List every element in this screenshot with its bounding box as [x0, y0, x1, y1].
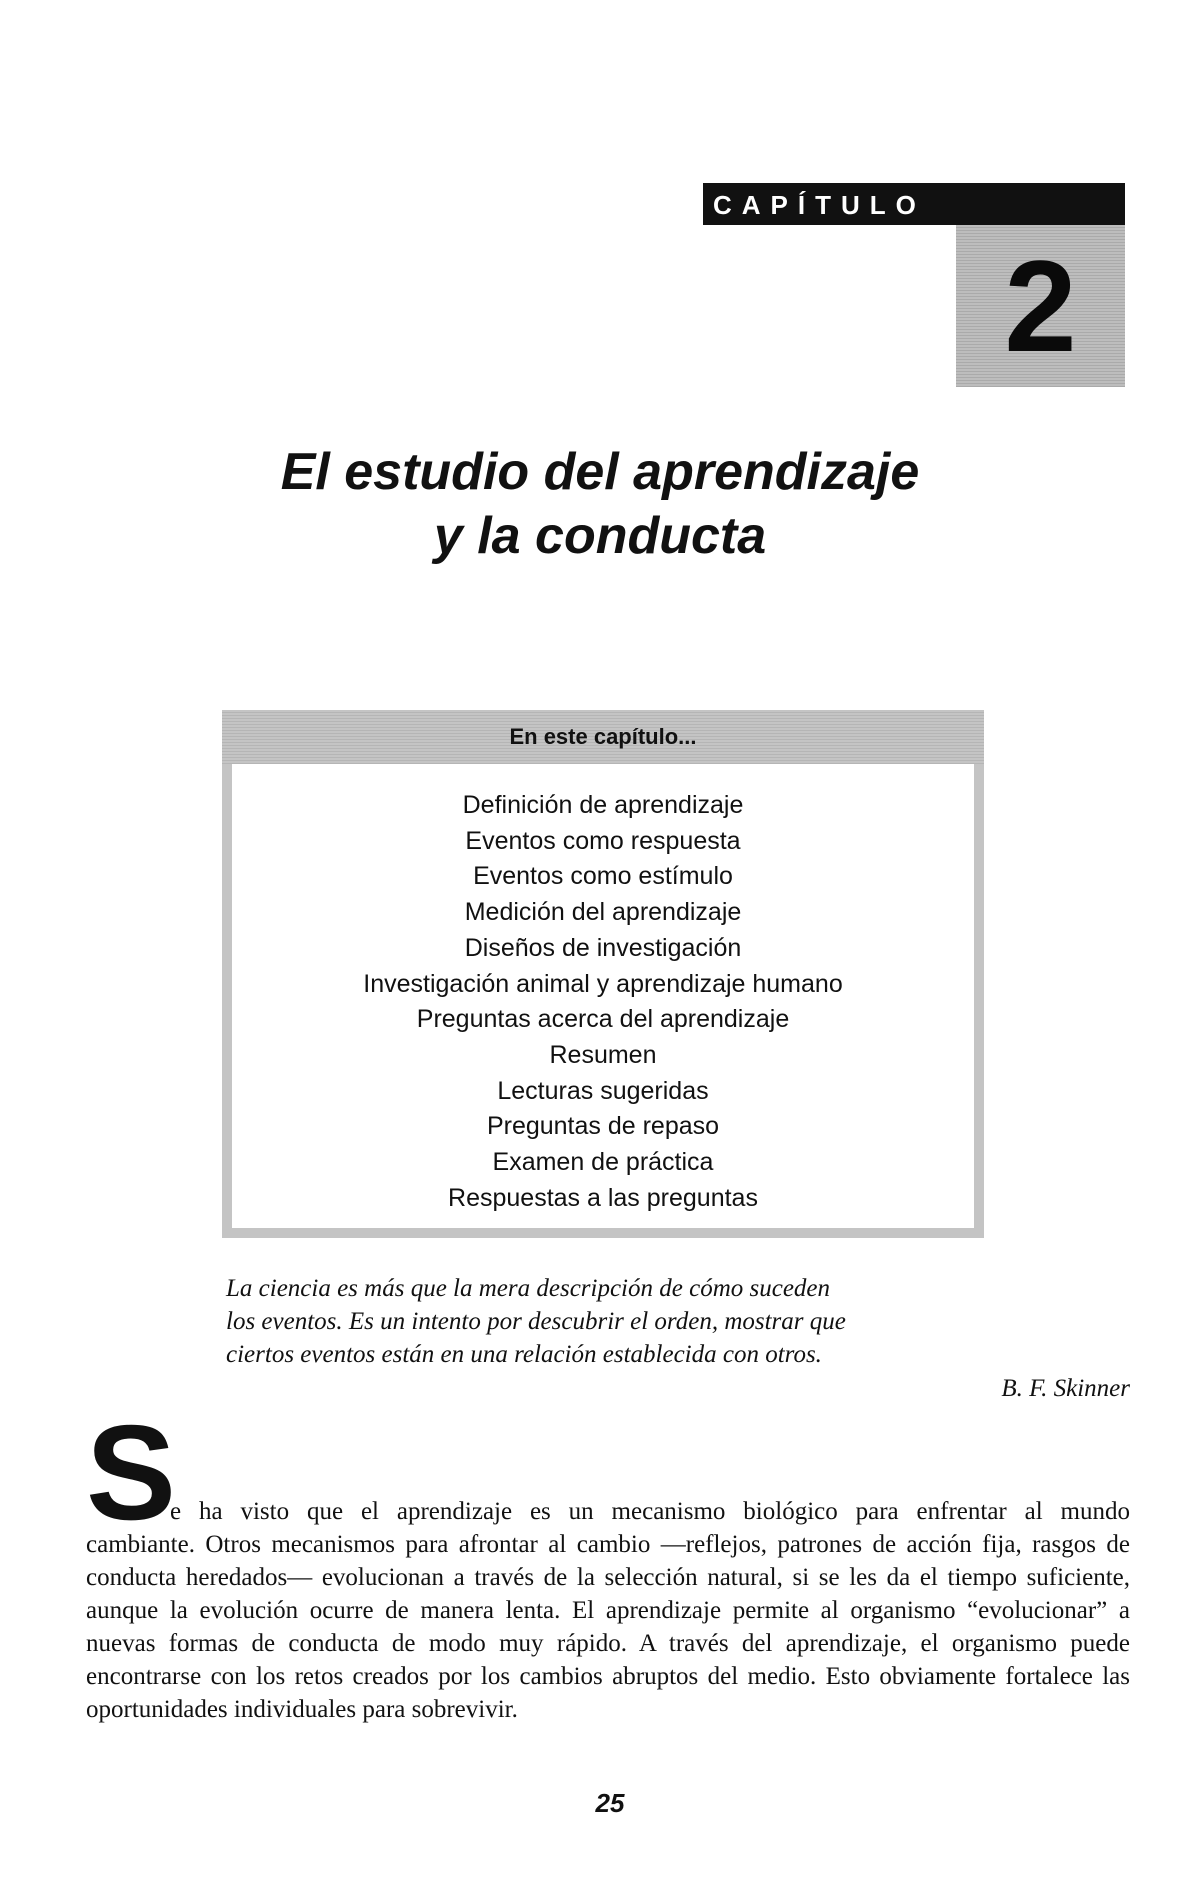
chapter-number: 2	[1004, 233, 1077, 379]
contents-item: Eventos como respuesta	[465, 826, 741, 855]
page-number: 25	[595, 1788, 625, 1818]
epigraph-line: ciertos eventos están en una relación establecida con otros.	[226, 1341, 822, 1368]
drop-cap: S	[86, 1397, 177, 1548]
chapter-label: CAPÍTULO	[713, 190, 926, 220]
chapter-contents-header: En este capítulo...	[222, 710, 984, 764]
chapter-contents-list	[232, 788, 974, 1216]
contents-item: Eventos como estímulo	[473, 862, 733, 891]
contents-item: Medición del aprendizaje	[464, 898, 742, 927]
contents-item: Investigación animal y aprendizaje humano	[363, 969, 843, 998]
contents-item: Examen de práctica	[492, 1148, 714, 1177]
body-paragraph-first-line: e ha visto que el aprendizaje es un mecanismo biológico para enfrentar al mundo	[170, 1498, 1130, 1525]
epigraph-line: La ciencia es más que la mera descripción de cómo suceden	[226, 1275, 831, 1302]
chapter-title	[200, 440, 1000, 568]
epigraph-author: B. F. Skinner	[1001, 1375, 1130, 1402]
contents-item: Diseños de investigación	[464, 933, 742, 962]
contents-item: Respuestas a las preguntas	[448, 1183, 758, 1212]
epigraph-line: los eventos. Es un intento por descubrir el orden, mostrar que	[226, 1308, 846, 1335]
chapter-title-line-2: y la conducta	[433, 507, 767, 565]
contents-item: Definición de aprendizaje	[462, 791, 744, 819]
contents-item: Resumen	[549, 1040, 657, 1069]
contents-item: Preguntas acerca del aprendizaje	[416, 1005, 790, 1034]
contents-item: Preguntas de repaso	[486, 1112, 720, 1141]
chapter-title-line-1: El estudio del aprendizaje	[280, 443, 920, 501]
body-paragraph: cambiante. Otros mecanismos para afrontar al cambio —reflejos, patrones de acción fija, rasgos de conducta heredados— evolucionan a través de la selección natural, si se les da el tiempo suficiente, aunque la evolución ocurre de manera lenta. El aprendizaje permite al organismo “evolucionar” a nuevas formas de conducta de modo muy rápido. A través del aprendizaje, el organismo puede encontrarse con los retos creados por los cambios abruptos del medio. Esto obviamente fortalece las oportunidades individuales para sobrevivir.	[86, 1531, 1130, 1723]
contents-item: Lecturas sugeridas	[497, 1076, 709, 1105]
epigraph-quote	[226, 1272, 996, 1371]
